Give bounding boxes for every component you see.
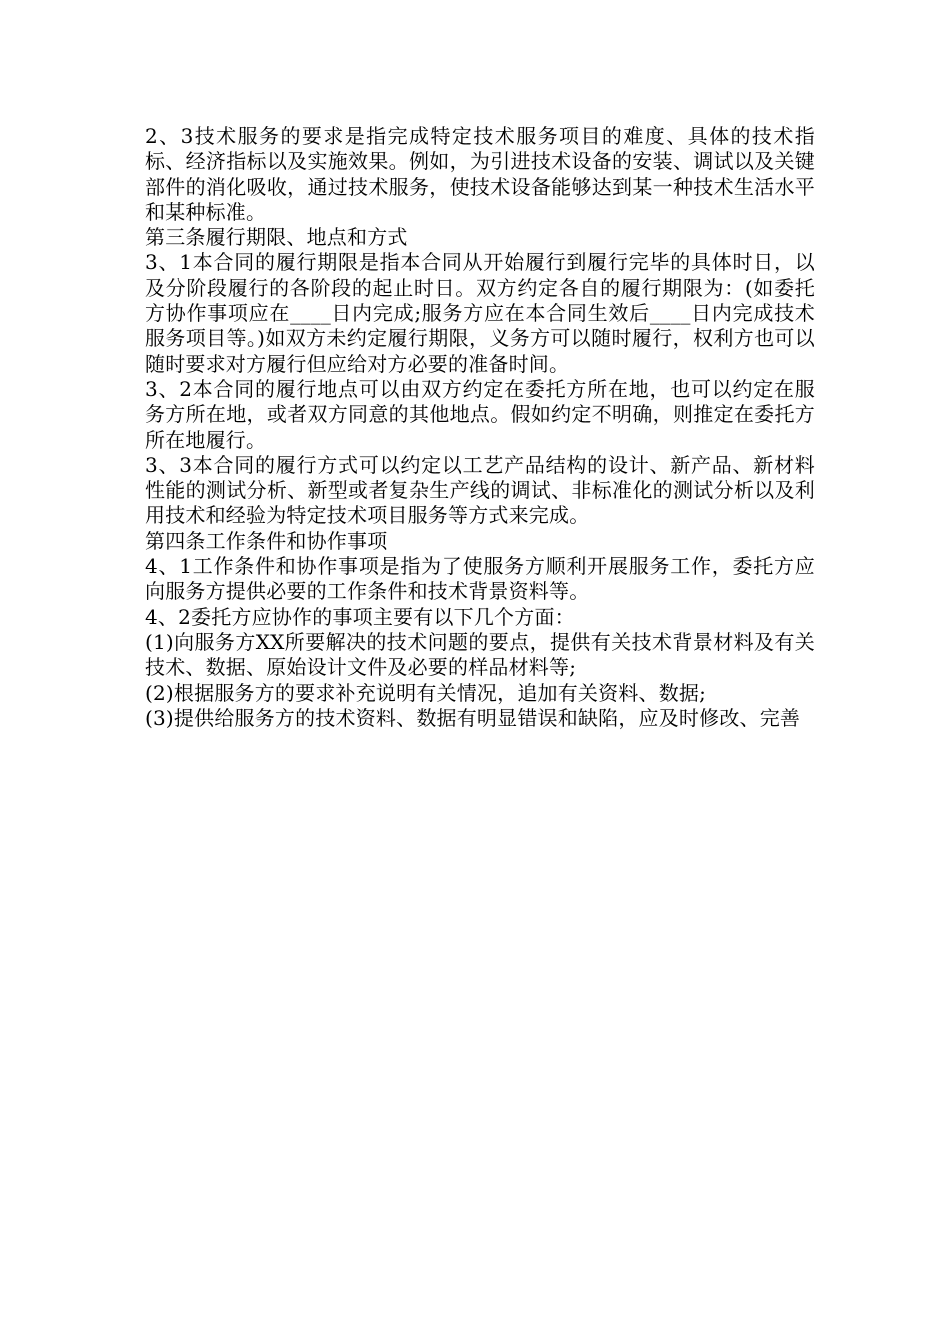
list-item-2: (2)根据服务方的要求补充说明有关情况，追加有关资料、数据; bbox=[145, 680, 707, 705]
paragraph-3-2-performance-location: 3、2本合同的履行地点可以由双方约定在委托方所在地，也可以约定在服务方所在地，或者双方同意的其他地点。假如约定不明确，则推定在委托方所在地履行。 bbox=[145, 376, 815, 452]
paragraph-3-1-performance-period: 3、1本合同的履行期限是指本合同从开始履行到履行完毕的具体时日，以及分阶段履行的各阶段的起止时日。双方约定各自的履行期限为：(如委托方协作事项应在____日内完成;服务方应在本合同生效后____日内完成技术服务项目等。)如双方未约定履行期限，义务方可以随时履行，权利方也可以随时要求对方履行但应给对方必要的准备时间。 bbox=[145, 250, 815, 376]
heading-article-3: 第三条履行期限、地点和方式 bbox=[145, 225, 408, 250]
paragraph-2-3-service-requirements: 2、3技术服务的要求是指完成特定技术服务项目的难度、具体的技术指标、经济指标以及实施效果。例如，为引进技术设备的安装、调试以及关键部件的消化吸收，通过技术服务，使技术设备能够达到某一种技术生活水平和某种标准。 bbox=[145, 124, 815, 224]
heading-article-4: 第四条工作条件和协作事项 bbox=[145, 528, 388, 553]
paragraph-3-3-performance-method: 3、3本合同的履行方式可以约定以工艺产品结构的设计、新产品、新材料性能的测试分析、新型或者复杂生产线的调试、非标准化的测试分析以及利用技术和经验为特定技术项目服务等方式来完成。 bbox=[145, 452, 815, 528]
document-body bbox=[145, 124, 815, 731]
list-item-1: (1)向服务方XX所要解决的技术问题的要点，提供有关技术背景材料及有关技术、数据、原始设计文件及必要的样品材料等; bbox=[145, 629, 815, 680]
paragraph-4-1-working-conditions: 4、1工作条件和协作事项是指为了使服务方顺利开展服务工作，委托方应向服务方提供必要的工作条件和技术背景资料等。 bbox=[145, 554, 815, 604]
list-item-3: (3)提供给服务方的技术资料、数据有明显错误和缺陷，应及时修改、完善 bbox=[145, 705, 801, 730]
paragraph-4-2-cooperation-items: 4、2委托方应协作的事项主要有以下几个方面： bbox=[145, 604, 575, 629]
